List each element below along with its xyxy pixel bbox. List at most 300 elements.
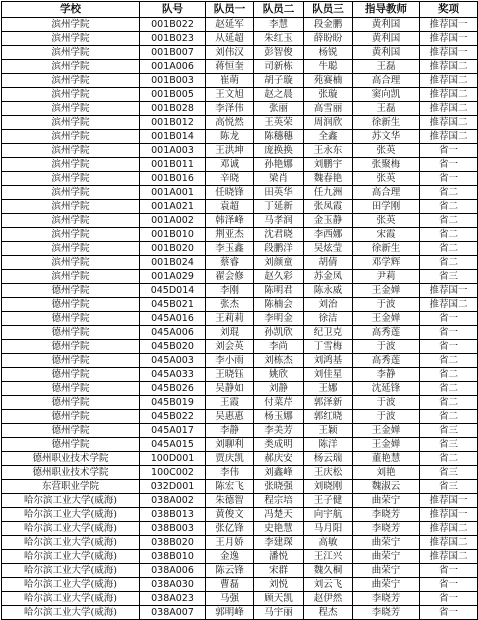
cell-award: 推荐国二 (420, 536, 478, 550)
cell-member-3: 程杰 (304, 606, 353, 620)
cell-award: 省一 (420, 172, 478, 186)
table-row (2, 424, 478, 438)
table-row (2, 578, 478, 592)
cell-team-id: 001A002 (140, 214, 206, 228)
cell-team-id: 001B007 (140, 46, 206, 60)
cell-member-1: 贾庆凯 (206, 452, 254, 466)
cell-advisor: 张英 (353, 144, 420, 158)
cell-member-3: 王娜 (304, 382, 353, 396)
cell-advisor: 于波 (353, 340, 420, 354)
cell-award: 推荐国一 (420, 508, 478, 522)
cell-member-3: 刘治 (304, 298, 353, 312)
cell-award: 推荐国二 (420, 298, 478, 312)
cell-member-2: 顾天凯 (254, 592, 304, 606)
cell-award: 省二 (420, 354, 478, 368)
cell-member-3: 郭泽新 (304, 396, 353, 410)
cell-member-2: 彭智俊 (254, 46, 304, 60)
cell-team-id: 001B011 (140, 158, 206, 172)
cell-school: 德州学院 (2, 396, 140, 410)
cell-team-id: 045B026 (140, 382, 206, 396)
cell-member-3: 丁雪梅 (304, 340, 353, 354)
cell-member-1: 吴静如 (206, 382, 254, 396)
cell-advisor: 宋霞 (353, 228, 420, 242)
cell-award: 省二 (420, 186, 478, 200)
cell-advisor: 张英 (353, 172, 420, 186)
cell-award: 推荐国二 (420, 550, 478, 564)
cell-award: 省一 (420, 312, 478, 326)
cell-school: 滨州学院 (2, 144, 140, 158)
cell-school: 哈尔滨工业大学(威海) (2, 550, 140, 564)
cell-member-3: 金玉静 (304, 214, 353, 228)
cell-team-id: 045D014 (140, 284, 206, 298)
cell-award: 省一 (420, 144, 478, 158)
cell-member-1: 蔡睿 (206, 256, 254, 270)
cell-member-3: 刘佳星 (304, 368, 353, 382)
cell-advisor: 高合理 (353, 74, 420, 88)
cell-member-1: 翟会修 (206, 270, 254, 284)
cell-member-1: 李刚 (206, 284, 254, 298)
cell-member-1: 韩泽峰 (206, 214, 254, 228)
table-row (2, 354, 478, 368)
cell-award: 省二 (420, 396, 478, 410)
cell-member-3: 苏金凤 (304, 270, 353, 284)
table-row (2, 88, 478, 102)
cell-member-1: 陈龙 (206, 130, 254, 144)
cell-member-3: 吴炫莹 (304, 242, 353, 256)
cell-award: 省三 (420, 480, 478, 494)
cell-school: 滨州学院 (2, 130, 140, 144)
cell-member-1: 王晓钰 (206, 368, 254, 382)
cell-school: 哈尔滨工业大学(威海) (2, 592, 140, 606)
table-row (2, 410, 478, 424)
table-row (2, 172, 478, 186)
cell-award: 推荐国二 (420, 116, 478, 130)
cell-member-3: 陈洋 (304, 438, 353, 452)
cell-school: 德州学院 (2, 424, 140, 438)
cell-school: 滨州学院 (2, 256, 140, 270)
table-row (2, 550, 478, 564)
table-row (2, 18, 478, 32)
cell-member-2: 付菜芹 (254, 396, 304, 410)
cell-member-2: 史艳慧 (254, 522, 304, 536)
cell-member-1: 刘聊利 (206, 438, 254, 452)
table-row (2, 144, 478, 158)
cell-member-1: 吴惠惠 (206, 410, 254, 424)
table-row (2, 60, 478, 74)
cell-member-2: 郝庆安 (254, 452, 304, 466)
cell-team-id: 045A006 (140, 326, 206, 340)
cell-advisor: 曲荣宁 (353, 494, 420, 508)
cell-school: 德州学院 (2, 298, 140, 312)
cell-school: 哈尔滨工业大学(威海) (2, 564, 140, 578)
cell-team-id: 045B020 (140, 340, 206, 354)
cell-member-1: 赵延军 (206, 18, 254, 32)
cell-member-1: 刘琨 (206, 326, 254, 340)
cell-member-2: 田英华 (254, 186, 304, 200)
table-row (2, 312, 478, 326)
cell-school: 滨州学院 (2, 186, 140, 200)
cell-award: 省二 (420, 368, 478, 382)
cell-member-2: 李美芳 (254, 424, 304, 438)
table-row (2, 228, 478, 242)
cell-team-id: 038B010 (140, 550, 206, 564)
cell-award: 推荐国二 (420, 102, 478, 116)
cell-advisor: 邓学辉 (353, 256, 420, 270)
cell-team-id: 001A021 (140, 200, 206, 214)
cell-award: 省一 (420, 326, 478, 340)
table-row (2, 158, 478, 172)
cell-advisor: 王磊 (353, 60, 420, 74)
cell-advisor: 王磊 (353, 102, 420, 116)
cell-team-id: 001B028 (140, 102, 206, 116)
cell-member-1: 黄俊文 (206, 508, 254, 522)
cell-award: 省二 (420, 382, 478, 396)
cell-advisor: 尹莉 (353, 270, 420, 284)
cell-member-3: 任九洲 (304, 186, 353, 200)
cell-team-id: 045A017 (140, 424, 206, 438)
cell-member-2: 宋群 (254, 564, 304, 578)
cell-advisor: 田学刚 (353, 200, 420, 214)
cell-award: 省三 (420, 466, 478, 480)
cell-team-id: 045B022 (140, 410, 206, 424)
cell-member-3: 张凤霞 (304, 200, 353, 214)
cell-advisor: 高合理 (353, 186, 420, 200)
cell-school: 德州学院 (2, 382, 140, 396)
cell-school: 德州学院 (2, 410, 140, 424)
cell-member-2: 李明金 (254, 312, 304, 326)
cell-member-3: 牛聪 (304, 60, 353, 74)
cell-advisor: 魏淑云 (353, 480, 420, 494)
header-member-3: 队员三 (304, 2, 353, 18)
cell-school: 哈尔滨工业大学(威海) (2, 536, 140, 550)
cell-member-2: 杨玉娜 (254, 410, 304, 424)
cell-team-id: 045B019 (140, 396, 206, 410)
table-row (2, 46, 478, 60)
cell-member-2: 司新栋 (254, 60, 304, 74)
cell-member-1: 王洪坤 (206, 144, 254, 158)
table-row (2, 74, 478, 88)
cell-award: 省一 (420, 592, 478, 606)
cell-school: 哈尔滨工业大学(威海) (2, 606, 140, 620)
cell-school: 德州学院 (2, 340, 140, 354)
cell-member-2: 类成明 (254, 438, 304, 452)
cell-advisor: 王金婵 (353, 438, 420, 452)
cell-member-2: 张晓强 (254, 480, 304, 494)
table-row (2, 382, 478, 396)
cell-advisor: 黄利国 (353, 32, 420, 46)
table-row (2, 592, 478, 606)
cell-member-3: 刘鹏宇 (304, 158, 353, 172)
table-row (2, 130, 478, 144)
cell-award: 省二 (420, 214, 478, 228)
cell-member-1: 荆亚杰 (206, 228, 254, 242)
cell-team-id: 038B013 (140, 508, 206, 522)
cell-award: 省二 (420, 200, 478, 214)
cell-advisor: 黄利国 (353, 46, 420, 60)
header-award: 奖项 (420, 2, 478, 18)
cell-member-1: 蒋恒奎 (206, 60, 254, 74)
table-row (2, 32, 478, 46)
cell-advisor: 于波 (353, 396, 420, 410)
cell-advisor: 曲荣宁 (353, 564, 420, 578)
cell-member-1: 辛晓 (206, 172, 254, 186)
table-row (2, 284, 478, 298)
cell-member-1: 马强 (206, 592, 254, 606)
cell-member-2: 冯楚天 (254, 508, 304, 522)
header-team-id: 队号 (140, 2, 206, 18)
table-row (2, 340, 478, 354)
cell-school: 滨州学院 (2, 60, 140, 74)
cell-member-1: 李泽伟 (206, 102, 254, 116)
cell-advisor: 王金婵 (353, 284, 420, 298)
table-row (2, 256, 478, 270)
cell-team-id: 001B010 (140, 228, 206, 242)
cell-member-1: 张杰 (206, 298, 254, 312)
cell-team-id: 045B021 (140, 298, 206, 312)
cell-member-2: 李尚 (254, 340, 304, 354)
cell-member-1: 郭明峰 (206, 606, 254, 620)
table-row (2, 480, 478, 494)
table-row (2, 438, 478, 452)
table-row (2, 452, 478, 466)
cell-team-id: 001B023 (140, 32, 206, 46)
cell-member-3: 向宇航 (304, 508, 353, 522)
cell-member-3: 徐洁 (304, 312, 353, 326)
cell-school: 滨州学院 (2, 88, 140, 102)
cell-member-3: 周润欣 (304, 116, 353, 130)
table-header-row (2, 2, 478, 18)
cell-advisor: 李晓芳 (353, 522, 420, 536)
table-row (2, 270, 478, 284)
cell-team-id: 001B014 (140, 130, 206, 144)
cell-member-3: 全鑫 (304, 130, 353, 144)
table-row (2, 242, 478, 256)
cell-member-3: 薛盼盼 (304, 32, 353, 46)
cell-member-3: 王颖 (304, 424, 353, 438)
cell-member-2: 潘悦 (254, 550, 304, 564)
cell-team-id: 001A006 (140, 60, 206, 74)
cell-team-id: 001B024 (140, 256, 206, 270)
cell-school: 滨州学院 (2, 46, 140, 60)
cell-award: 省三 (420, 424, 478, 438)
cell-advisor: 高秀莲 (353, 354, 420, 368)
cell-team-id: 100C002 (140, 466, 206, 480)
cell-advisor: 苏文华 (353, 130, 420, 144)
cell-school: 滨州学院 (2, 74, 140, 88)
cell-advisor: 刘艳 (353, 466, 420, 480)
cell-team-id: 045A003 (140, 354, 206, 368)
cell-member-3: 高敏 (304, 536, 353, 550)
cell-member-2: 孙艳娜 (254, 158, 304, 172)
cell-member-2: 孙凯欣 (254, 326, 304, 340)
cell-member-2: 陈穗穗 (254, 130, 304, 144)
cell-award: 省一 (420, 606, 478, 620)
cell-award: 推荐国一 (420, 46, 478, 60)
cell-school: 滨州学院 (2, 116, 140, 130)
cell-member-2: 赵久彩 (254, 270, 304, 284)
cell-school: 滨州学院 (2, 18, 140, 32)
cell-member-3: 陈永威 (304, 284, 353, 298)
cell-school: 滨州学院 (2, 242, 140, 256)
cell-member-2: 马孝润 (254, 214, 304, 228)
cell-member-1: 李静 (206, 424, 254, 438)
cell-award: 推荐国二 (420, 88, 478, 102)
table-row (2, 508, 478, 522)
table-row (2, 214, 478, 228)
cell-member-2: 刘悦 (254, 578, 304, 592)
cell-advisor: 窦向凯 (353, 88, 420, 102)
cell-member-3: 段金鹏 (304, 18, 353, 32)
cell-team-id: 001B005 (140, 88, 206, 102)
cell-member-1: 刘伟汉 (206, 46, 254, 60)
cell-member-1: 任晓锋 (206, 186, 254, 200)
table-row (2, 368, 478, 382)
header-member-1: 队员一 (206, 2, 254, 18)
table-row (2, 466, 478, 480)
cell-team-id: 045A016 (140, 312, 206, 326)
cell-member-2: 刘静 (254, 382, 304, 396)
cell-member-1: 王文旭 (206, 88, 254, 102)
cell-award: 推荐国二 (420, 74, 478, 88)
cell-member-2: 刘颜童 (254, 256, 304, 270)
cell-member-1: 陈云锋 (206, 564, 254, 578)
cell-award: 省三 (420, 270, 478, 284)
results-table (1, 1, 478, 620)
cell-team-id: 038A007 (140, 606, 206, 620)
cell-award: 省一 (420, 158, 478, 172)
cell-school: 德州职业技术学院 (2, 466, 140, 480)
cell-advisor: 张聚梅 (353, 158, 420, 172)
cell-team-id: 001B012 (140, 116, 206, 130)
cell-member-1: 崔萌 (206, 74, 254, 88)
cell-member-2: 庞换换 (254, 144, 304, 158)
cell-team-id: 032D001 (140, 480, 206, 494)
table-row (2, 298, 478, 312)
cell-member-2: 刘栋杰 (254, 354, 304, 368)
cell-member-3: 王永东 (304, 144, 353, 158)
cell-member-3: 杨锐 (304, 46, 353, 60)
cell-member-2: 胡子璇 (254, 74, 304, 88)
cell-member-2: 梁肖 (254, 172, 304, 186)
cell-school: 哈尔滨工业大学(威海) (2, 494, 140, 508)
cell-member-3: 刘云飞 (304, 578, 353, 592)
cell-advisor: 董艳慧 (353, 452, 420, 466)
cell-advisor: 于波 (353, 298, 420, 312)
cell-team-id: 001A029 (140, 270, 206, 284)
table-row (2, 606, 478, 620)
cell-award: 推荐国一 (420, 284, 478, 298)
cell-school: 滨州学院 (2, 270, 140, 284)
cell-member-1: 王莉莉 (206, 312, 254, 326)
cell-advisor: 李晓芳 (353, 508, 420, 522)
cell-team-id: 045A033 (140, 368, 206, 382)
cell-award: 推荐国一 (420, 494, 478, 508)
cell-award: 省一 (420, 578, 478, 592)
cell-member-3: 杨云瑞 (304, 452, 353, 466)
cell-advisor: 沈延锋 (353, 382, 420, 396)
cell-member-1: 从延超 (206, 32, 254, 46)
cell-member-1: 袁超 (206, 200, 254, 214)
cell-member-2: 李建琛 (254, 536, 304, 550)
cell-team-id: 038B003 (140, 522, 206, 536)
cell-award: 省二 (420, 242, 478, 256)
cell-member-1: 邓诚 (206, 158, 254, 172)
table-row (2, 522, 478, 536)
cell-member-3: 苑赛楠 (304, 74, 353, 88)
cell-award: 省二 (420, 410, 478, 424)
table-row (2, 396, 478, 410)
cell-school: 滨州学院 (2, 158, 140, 172)
cell-team-id: 100D001 (140, 452, 206, 466)
cell-school: 东营职业学院 (2, 480, 140, 494)
cell-member-3: 郭红晓 (304, 410, 353, 424)
header-advisor: 指导教师 (353, 2, 420, 18)
cell-advisor: 曲荣宁 (353, 578, 420, 592)
cell-advisor: 李晓芳 (353, 606, 420, 620)
header-school: 学校 (2, 2, 140, 18)
cell-award: 推荐国一 (420, 18, 478, 32)
cell-member-2: 朱红玉 (254, 32, 304, 46)
cell-member-3: 魏久桐 (304, 564, 353, 578)
cell-advisor: 于波 (353, 410, 420, 424)
cell-member-2: 陈楠会 (254, 298, 304, 312)
header-member-2: 队员二 (254, 2, 304, 18)
cell-advisor: 李静 (353, 368, 420, 382)
cell-advisor: 曲荣宁 (353, 550, 420, 564)
cell-team-id: 045A015 (140, 438, 206, 452)
cell-award: 推荐国二 (420, 60, 478, 74)
cell-school: 哈尔滨工业大学(威海) (2, 578, 140, 592)
table-row (2, 536, 478, 550)
cell-award: 省二 (420, 452, 478, 466)
cell-award: 推荐国二 (420, 522, 478, 536)
cell-member-1: 朱德智 (206, 494, 254, 508)
cell-member-3: 魏春艳 (304, 172, 353, 186)
cell-school: 滨州学院 (2, 32, 140, 46)
cell-school: 德州学院 (2, 368, 140, 382)
cell-school: 滨州学院 (2, 214, 140, 228)
cell-member-3: 胡倩 (304, 256, 353, 270)
cell-team-id: 038A030 (140, 578, 206, 592)
cell-team-id: 001B003 (140, 74, 206, 88)
table-row (2, 494, 478, 508)
cell-member-1: 王霞 (206, 396, 254, 410)
cell-award: 省二 (420, 256, 478, 270)
cell-member-3: 王子健 (304, 494, 353, 508)
cell-member-2: 姚欣 (254, 368, 304, 382)
cell-advisor: 李晓芳 (353, 592, 420, 606)
cell-award: 省一 (420, 340, 478, 354)
cell-award: 推荐国二 (420, 130, 478, 144)
cell-team-id: 001B022 (140, 18, 206, 32)
table-row (2, 102, 478, 116)
cell-member-3: 纪卫克 (304, 326, 353, 340)
cell-member-2: 段鹏洋 (254, 242, 304, 256)
table-row (2, 564, 478, 578)
cell-member-2: 赵之晨 (254, 88, 304, 102)
cell-member-2: 刘鑫峰 (254, 466, 304, 480)
cell-member-1: 陈宏飞 (206, 480, 254, 494)
cell-member-2: 沈君晓 (254, 228, 304, 242)
cell-advisor: 徐新生 (353, 242, 420, 256)
cell-member-3: 王江兴 (304, 550, 353, 564)
cell-member-3: 刘鸿基 (304, 354, 353, 368)
cell-member-3: 高雪丽 (304, 102, 353, 116)
cell-team-id: 038B020 (140, 536, 206, 550)
cell-school: 德州学院 (2, 312, 140, 326)
cell-advisor: 王金婵 (353, 312, 420, 326)
cell-team-id: 001A001 (140, 186, 206, 200)
